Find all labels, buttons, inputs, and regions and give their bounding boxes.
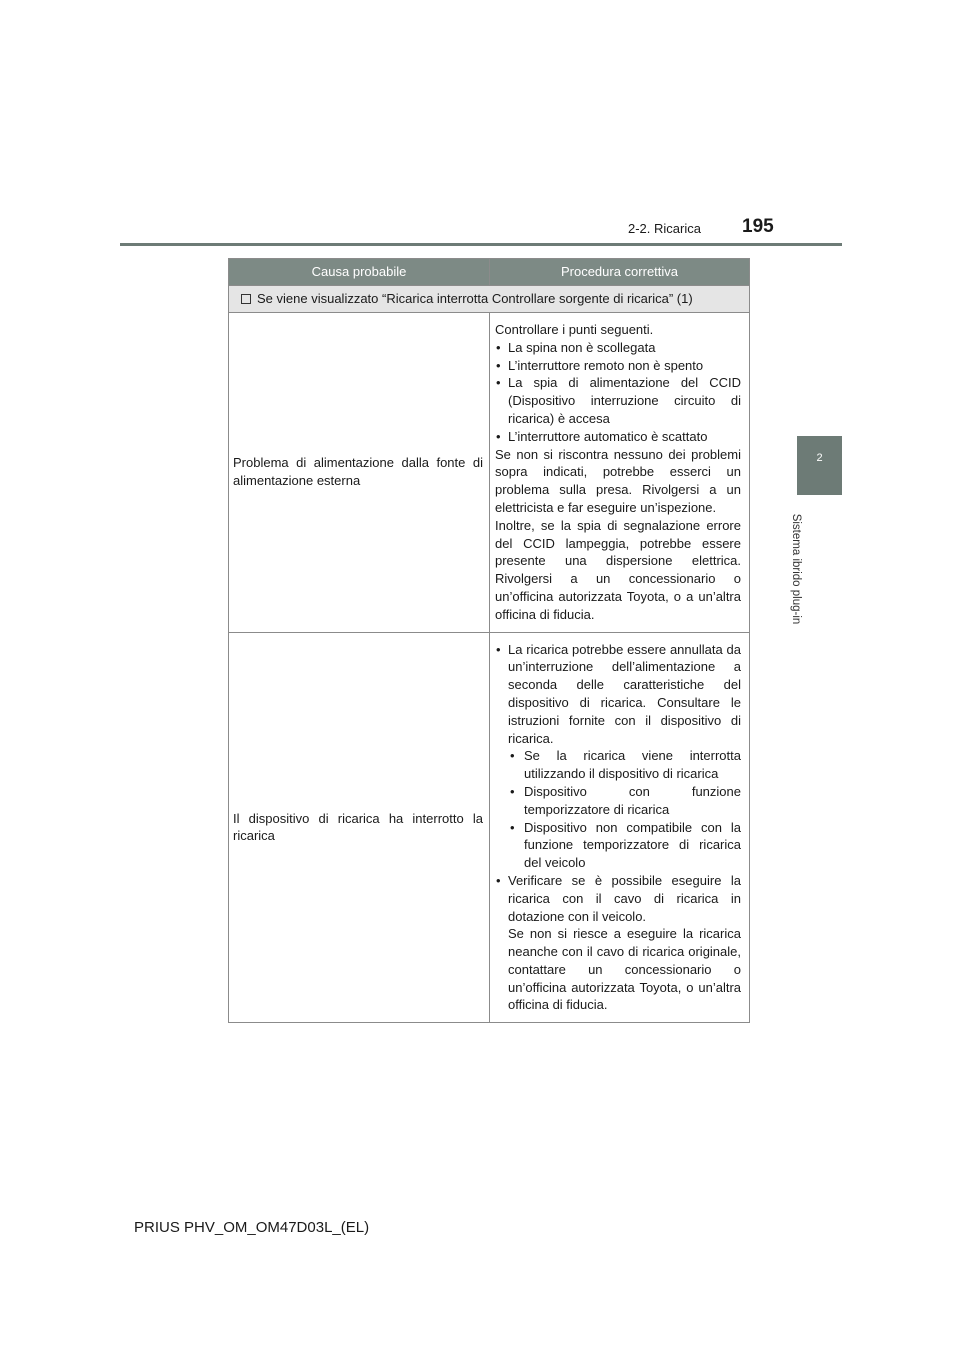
procedure-cell: [490, 313, 750, 633]
chapter-tab: [797, 436, 842, 495]
sub-list-item: • Dispositivo con funzione temporizzatore di ricarica: [495, 783, 741, 819]
procedure-intro: Controllare i punti seguenti.: [495, 322, 654, 337]
troubleshooting-table: [228, 258, 750, 1023]
header-rule: [120, 243, 842, 246]
table-row: [229, 632, 750, 1023]
procedure-paragraph: Se non si riscontra nessuno dei problemi sopra indicati, potrebbe esserci un problema sulla presa. Rivolgersi a un elettricista e far eseguire un’ispezione.: [495, 446, 741, 515]
procedure-cell: [490, 632, 750, 1023]
chapter-title: Sistema ibrido plug-in: [790, 513, 802, 625]
list-item: • L’interruttore automatico è scattato: [495, 428, 741, 446]
condition-row: [229, 286, 750, 313]
condition-cell: [229, 286, 750, 313]
column-header-cause: Causa probabile: [229, 259, 490, 286]
list-item-continuation: Se non si riesce a eseguire la ricarica neanche con il cavo di ricarica originale, contattare un concessionario o un’officina autorizzata Toyota, o un’altra officina di fiducia.: [508, 926, 741, 1013]
table-header-row: [229, 259, 750, 286]
procedure-paragraph: Inoltre, se la spia di segnalazione errore del CCID lampeggia, potrebbe essere presente una dispersione elettrica. Rivolgersi a un concessionario o un’officina autorizzata Toyota, o a un’altra officina di fiducia.: [495, 517, 741, 622]
column-header-procedure: Procedura correttiva: [490, 259, 750, 286]
list-item: • L’interruttore remoto non è spento: [495, 357, 741, 375]
sub-list-item: • Dispositivo non compatibile con la funzione temporizzatore di ricarica del veicolo: [495, 819, 741, 872]
document-code: PRIUS PHV_OM_OM47D03L_(EL): [134, 1219, 370, 1236]
header-section-title: 2-2. Ricarica: [628, 221, 701, 236]
list-item: • Verificare se è possibile eseguire la ricarica con il cavo di ricarica in dotazione con il veicolo.: [495, 872, 741, 925]
list-item: • La spina non è scollegata: [495, 339, 741, 357]
page-number: 195: [742, 216, 774, 237]
list-item: • La ricarica potrebbe essere annullata da un’interruzione dell’alimentazione a seconda delle caratteristiche del dispositivo di ricarica. Consultare le istruzioni fornite con il dispositivo di ricarica.: [495, 641, 741, 748]
cause-cell: Il dispositivo di ricarica ha interrotto la ricarica: [229, 632, 490, 1023]
table-row: [229, 313, 750, 633]
chapter-title-vertical: [786, 507, 806, 631]
chapter-number: 2: [816, 452, 823, 464]
list-item: • La spia di alimentazione del CCID (Dispositivo interruzione circuito di ricarica) è accesa: [495, 374, 741, 427]
sub-list-item: • Se la ricarica viene interrotta utilizzando il dispositivo di ricarica: [495, 747, 741, 783]
cause-cell: Problema di alimentazione dalla fonte di alimentazione esterna: [229, 313, 490, 633]
condition-text: Se viene visualizzato “Ricarica interrotta Controllare sorgente di ricarica” (1): [257, 291, 693, 307]
checkbox-icon: [241, 294, 251, 304]
